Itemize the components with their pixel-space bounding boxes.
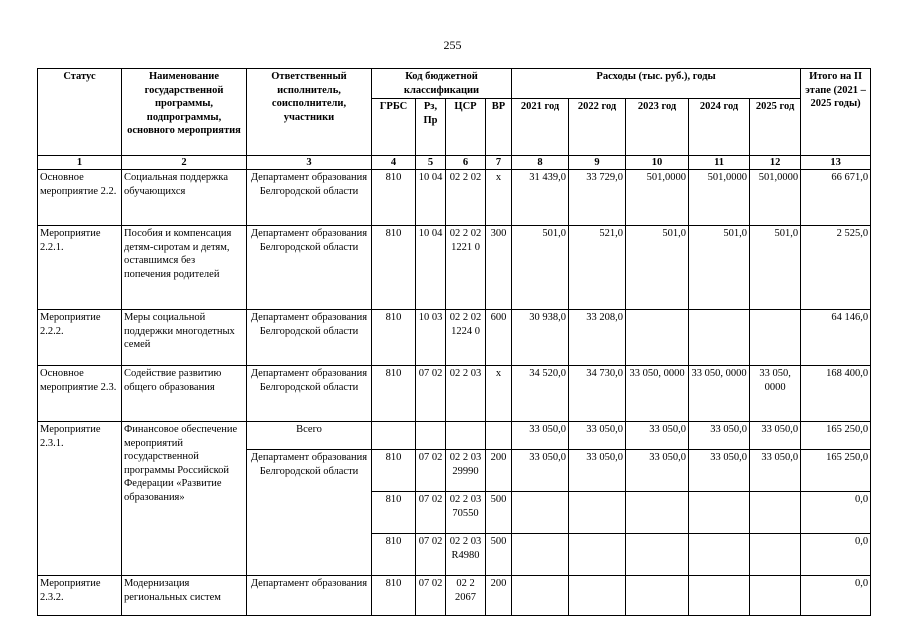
grbs-cell: 810 (372, 170, 416, 226)
executor-cell: Департамент образования (247, 576, 372, 616)
column-number-row (38, 156, 871, 170)
table-row (38, 366, 871, 422)
table-row (38, 226, 871, 310)
grbs-cell: 810 (372, 226, 416, 310)
col-header-status: Статус (38, 69, 122, 156)
status-cell: Мероприятие 2.3.2. (38, 576, 122, 616)
value-2024-cell: 33 050,0 (689, 422, 750, 450)
column-number: 2 (122, 156, 247, 170)
executor-cell: Департамент образования Белгородской области (247, 170, 372, 226)
vr-cell: 500 (486, 534, 512, 576)
status-cell: Мероприятие 2.2.2. (38, 310, 122, 366)
total-cell: 165 250,0 (801, 422, 871, 450)
status-cell: Основное мероприятие 2.2. (38, 170, 122, 226)
col-header-executor: Ответственный исполнитель, соисполнители, участники (247, 69, 372, 156)
table-row (38, 422, 871, 450)
csr-cell: 02 2 03 70550 (446, 492, 486, 534)
value-2025-cell: 501,0 (750, 226, 801, 310)
col-header-rzpr: Рз, Пр (416, 99, 446, 156)
vr-cell: 600 (486, 310, 512, 366)
total-cell: 165 250,0 (801, 450, 871, 492)
total-cell: 66 671,0 (801, 170, 871, 226)
value-2025-cell: 33 050,0 (750, 422, 801, 450)
col-header-2025: 2025 год (750, 99, 801, 156)
csr-cell: 02 2 03 R4980 (446, 534, 486, 576)
status-cell: Мероприятие 2.2.1. (38, 226, 122, 310)
total-cell: 2 525,0 (801, 226, 871, 310)
executor-cell: Департамент образования Белгородской области (247, 226, 372, 310)
value-2024-cell: 33 050,0 (689, 450, 750, 492)
value-2024-cell (689, 310, 750, 366)
col-header-grbs: ГРБС (372, 99, 416, 156)
value-2023-cell (626, 576, 689, 616)
col-header-csr: ЦСР (446, 99, 486, 156)
value-2024-cell: 501,0 (689, 226, 750, 310)
grbs-cell: 810 (372, 450, 416, 492)
value-2023-cell: 33 050,0 (626, 422, 689, 450)
rzpr-cell: 07 02 (416, 366, 446, 422)
total-cell: 0,0 (801, 576, 871, 616)
vr-cell: 300 (486, 226, 512, 310)
vr-cell: 200 (486, 450, 512, 492)
vr-cell: 200 (486, 576, 512, 616)
rzpr-cell: 10 04 (416, 226, 446, 310)
rzpr-cell: 10 03 (416, 310, 446, 366)
col-header-total: Итого на II этапе (2021 – 2025 годы) (801, 69, 871, 156)
column-number: 1 (38, 156, 122, 170)
column-number: 12 (750, 156, 801, 170)
column-number: 7 (486, 156, 512, 170)
col-header-expenses: Расходы (тыс. руб.), годы (512, 69, 801, 99)
col-header-2023: 2023 год (626, 99, 689, 156)
grbs-cell: 810 (372, 366, 416, 422)
column-number: 11 (689, 156, 750, 170)
value-2023-cell: 501,0000 (626, 170, 689, 226)
table-row (38, 310, 871, 366)
vr-cell: 500 (486, 492, 512, 534)
vr-cell: х (486, 170, 512, 226)
table-row (38, 576, 871, 616)
status-cell: Основное мероприятие 2.3. (38, 366, 122, 422)
col-header-2021: 2021 год (512, 99, 569, 156)
csr-cell: 02 2 03 29990 (446, 450, 486, 492)
name-cell: Пособия и компенсация детям-сиротам и детям, оставшимся без попечения родителей (122, 226, 247, 310)
value-2021-cell (512, 492, 569, 534)
csr-cell: 02 2 03 (446, 366, 486, 422)
value-2022-cell: 521,0 (569, 226, 626, 310)
rzpr-cell (416, 422, 446, 450)
column-number: 10 (626, 156, 689, 170)
name-cell: Финансовое обеспечение мероприятий государственной программы Российской Федерации «Развитие образования» (122, 422, 247, 576)
value-2024-cell (689, 492, 750, 534)
grbs-cell: 810 (372, 576, 416, 616)
name-cell: Содействие развитию общего образования (122, 366, 247, 422)
name-cell: Меры социальной поддержки многодетных семей (122, 310, 247, 366)
value-2021-cell (512, 534, 569, 576)
value-2024-cell: 501,0000 (689, 170, 750, 226)
name-cell: Модернизация региональных систем (122, 576, 247, 616)
grbs-cell: 810 (372, 492, 416, 534)
value-2025-cell: 33 050,0 (750, 450, 801, 492)
value-2023-cell: 501,0 (626, 226, 689, 310)
total-cell: 0,0 (801, 492, 871, 534)
column-number: 13 (801, 156, 871, 170)
csr-cell: 02 2 02 1224 0 (446, 310, 486, 366)
value-2022-cell (569, 534, 626, 576)
grbs-cell (372, 422, 416, 450)
value-2024-cell (689, 534, 750, 576)
value-2025-cell: 501,0000 (750, 170, 801, 226)
col-header-name: Наименование государственной программы, подпрограммы, основного мероприятия (122, 69, 247, 156)
csr-cell: 02 2 02 1221 0 (446, 226, 486, 310)
grbs-cell: 810 (372, 534, 416, 576)
status-cell: Мероприятие 2.3.1. (38, 422, 122, 576)
value-2022-cell: 33 729,0 (569, 170, 626, 226)
value-2023-cell (626, 492, 689, 534)
col-header-2022: 2022 год (569, 99, 626, 156)
rzpr-cell: 07 02 (416, 492, 446, 534)
col-header-2024: 2024 год (689, 99, 750, 156)
executor-cell: Департамент образования Белгородской области (247, 450, 372, 576)
csr-cell: 02 2 2067 (446, 576, 486, 616)
rzpr-cell: 07 02 (416, 534, 446, 576)
value-2023-cell: 33 050,0 (626, 450, 689, 492)
name-cell: Социальная поддержка обучающихся (122, 170, 247, 226)
total-cell: 0,0 (801, 534, 871, 576)
value-2025-cell (750, 534, 801, 576)
total-cell: 64 146,0 (801, 310, 871, 366)
value-2022-cell (569, 576, 626, 616)
value-2021-cell: 501,0 (512, 226, 569, 310)
page-number: 255 (443, 38, 462, 52)
total-cell: 168 400,0 (801, 366, 871, 422)
column-number: 6 (446, 156, 486, 170)
header-row-1 (38, 69, 871, 99)
value-2025-cell (750, 576, 801, 616)
value-2024-cell: 33 050, 0000 (689, 366, 750, 422)
vr-cell (486, 422, 512, 450)
value-2021-cell: 30 938,0 (512, 310, 569, 366)
column-number: 8 (512, 156, 569, 170)
column-number: 5 (416, 156, 446, 170)
rzpr-cell: 10 04 (416, 170, 446, 226)
column-number: 3 (247, 156, 372, 170)
value-2023-cell: 33 050, 0000 (626, 366, 689, 422)
column-number: 9 (569, 156, 626, 170)
csr-cell (446, 422, 486, 450)
value-2025-cell: 33 050, 0000 (750, 366, 801, 422)
col-header-vr: ВР (486, 99, 512, 156)
value-2022-cell: 33 208,0 (569, 310, 626, 366)
value-2025-cell (750, 492, 801, 534)
value-2022-cell (569, 492, 626, 534)
value-2022-cell: 33 050,0 (569, 422, 626, 450)
col-header-code: Код бюджетной классификации (372, 69, 512, 99)
column-number: 4 (372, 156, 416, 170)
value-2021-cell: 33 050,0 (512, 450, 569, 492)
rzpr-cell: 07 02 (416, 450, 446, 492)
value-2023-cell (626, 310, 689, 366)
executor-cell: Департамент образования Белгородской области (247, 310, 372, 366)
table-row (38, 170, 871, 226)
value-2021-cell: 31 439,0 (512, 170, 569, 226)
executor-total-cell: Всего (247, 422, 372, 450)
value-2025-cell (750, 310, 801, 366)
budget-table (37, 68, 871, 616)
value-2021-cell: 34 520,0 (512, 366, 569, 422)
value-2021-cell (512, 576, 569, 616)
vr-cell: х (486, 366, 512, 422)
value-2023-cell (626, 534, 689, 576)
executor-cell: Департамент образования Белгородской области (247, 366, 372, 422)
value-2022-cell: 33 050,0 (569, 450, 626, 492)
csr-cell: 02 2 02 (446, 170, 486, 226)
value-2022-cell: 34 730,0 (569, 366, 626, 422)
rzpr-cell: 07 02 (416, 576, 446, 616)
grbs-cell: 810 (372, 310, 416, 366)
value-2021-cell: 33 050,0 (512, 422, 569, 450)
value-2024-cell (689, 576, 750, 616)
